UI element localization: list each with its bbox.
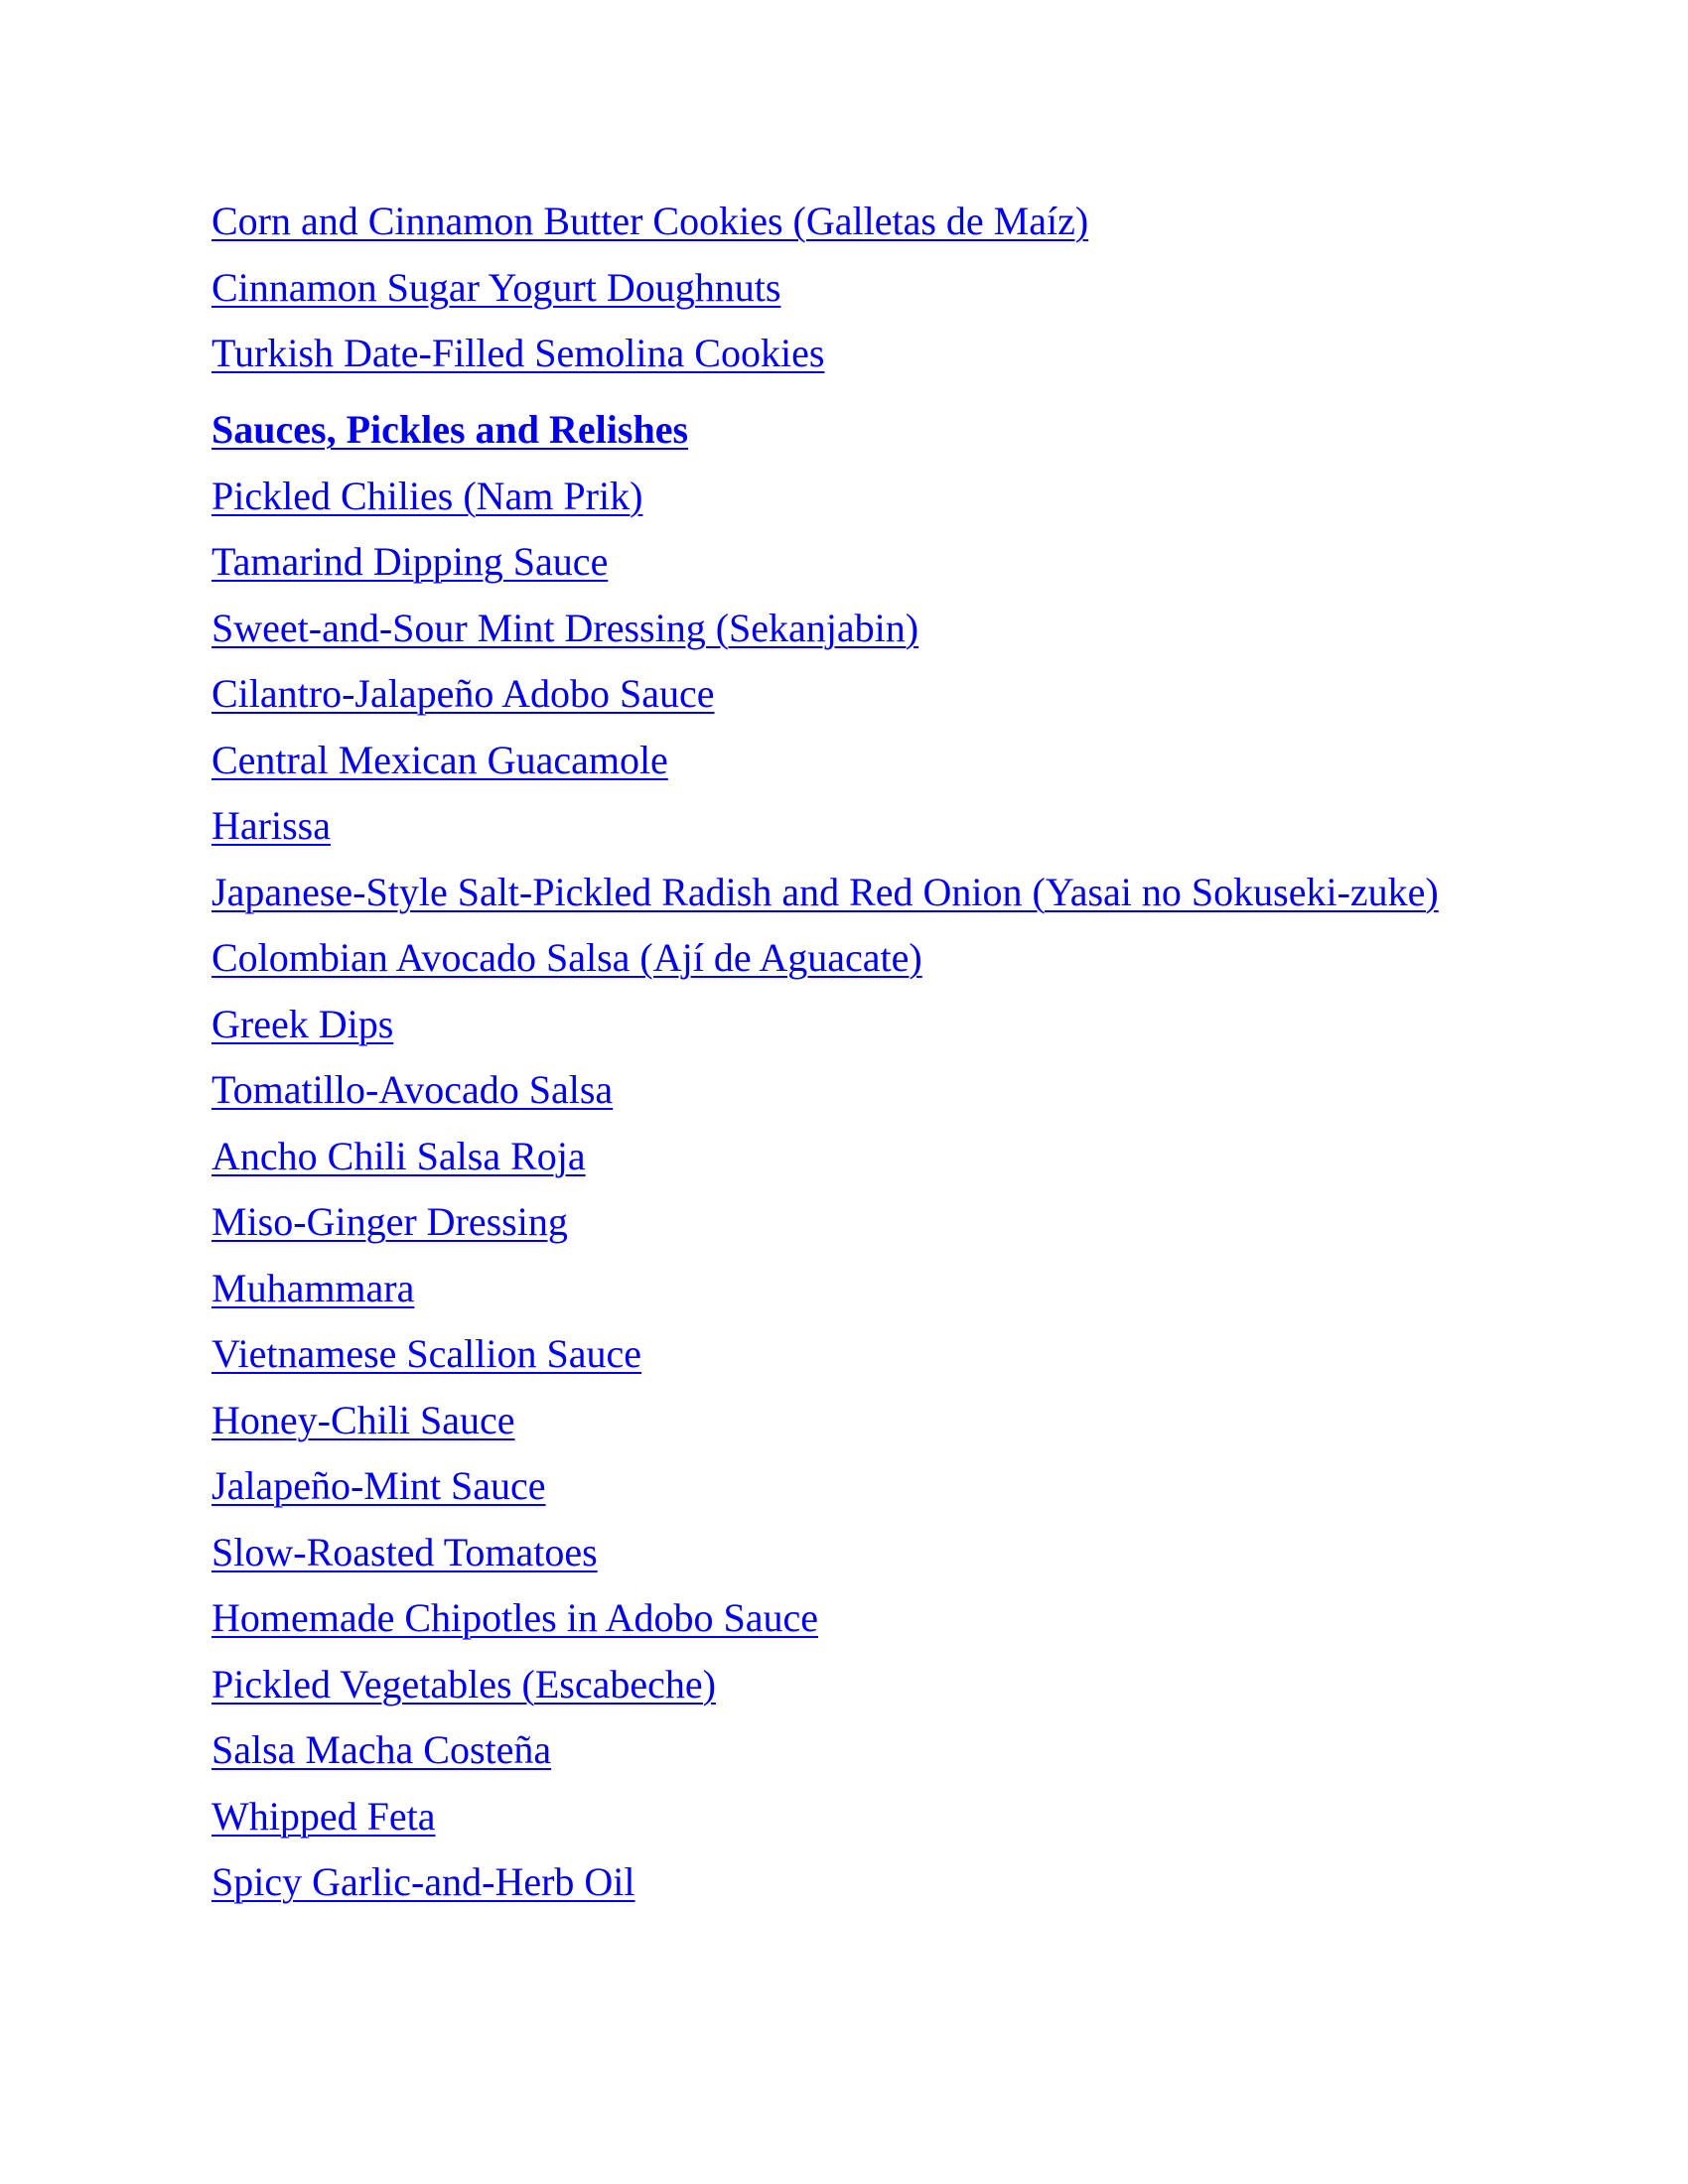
toc-link-colombian-avocado-salsa[interactable]: Colombian Avocado Salsa (Ají de Aguacate) [211,935,922,980]
toc-link-jalapeno-mint-sauce[interactable]: Jalapeño-Mint Sauce [211,1463,546,1508]
toc-link-central-mexican-guacamole[interactable]: Central Mexican Guacamole [211,737,668,782]
table-of-contents [211,197,1453,1924]
toc-link-vietnamese-scallion-sauce[interactable]: Vietnamese Scallion Sauce [211,1331,642,1376]
toc-link-pickled-chilies[interactable]: Pickled Chilies (Nam Prik) [211,473,643,518]
toc-link-pickled-vegetables-escabeche[interactable]: Pickled Vegetables (Escabeche) [211,1661,716,1706]
toc-link-corn-cinnamon-butter-cookies[interactable]: Corn and Cinnamon Butter Cookies (Galletas de Maíz) [211,199,1089,243]
toc-link-harissa[interactable]: Harissa [211,803,331,848]
toc-link-greek-dips[interactable]: Greek Dips [211,1001,394,1046]
toc-section-heading-sauces-pickles-relishes[interactable]: Sauces, Pickles and Relishes [211,407,689,452]
toc-link-spicy-garlic-herb-oil[interactable]: Spicy Garlic-and-Herb Oil [211,1859,635,1904]
toc-link-japanese-salt-pickled-radish[interactable]: Japanese-Style Salt-Pickled Radish and Red Onion (Yasai no Sokuseki-zuke) [211,869,1439,914]
toc-link-sweet-sour-mint-dressing[interactable]: Sweet-and-Sour Mint Dressing (Sekanjabin) [211,605,919,650]
toc-link-homemade-chipotles-adobo[interactable]: Homemade Chipotles in Adobo Sauce [211,1595,819,1640]
toc-link-cinnamon-sugar-yogurt-doughnuts[interactable]: Cinnamon Sugar Yogurt Doughnuts [211,264,781,310]
toc-link-turkish-date-filled-semolina-cookies[interactable]: Turkish Date-Filled Semolina Cookies [211,331,825,375]
toc-link-whipped-feta[interactable]: Whipped Feta [211,1793,436,1839]
toc-link-slow-roasted-tomatoes[interactable]: Slow-Roasted Tomatoes [211,1529,598,1574]
toc-link-tamarind-dipping-sauce[interactable]: Tamarind Dipping Sauce [211,539,609,584]
toc-link-muhammara[interactable]: Muhammara [211,1265,415,1310]
toc-link-miso-ginger-dressing[interactable]: Miso-Ginger Dressing [211,1199,568,1244]
toc-link-cilantro-jalapeno-adobo-sauce[interactable]: Cilantro-Jalapeño Adobo Sauce [211,671,715,716]
toc-link-ancho-chili-salsa-roja[interactable]: Ancho Chili Salsa Roja [211,1133,586,1178]
toc-link-salsa-macha-costena[interactable]: Salsa Macha Costeña [211,1727,552,1772]
toc-link-tomatillo-avocado-salsa[interactable]: Tomatillo-Avocado Salsa [211,1067,614,1112]
toc-link-honey-chili-sauce[interactable]: Honey-Chili Sauce [211,1397,515,1442]
